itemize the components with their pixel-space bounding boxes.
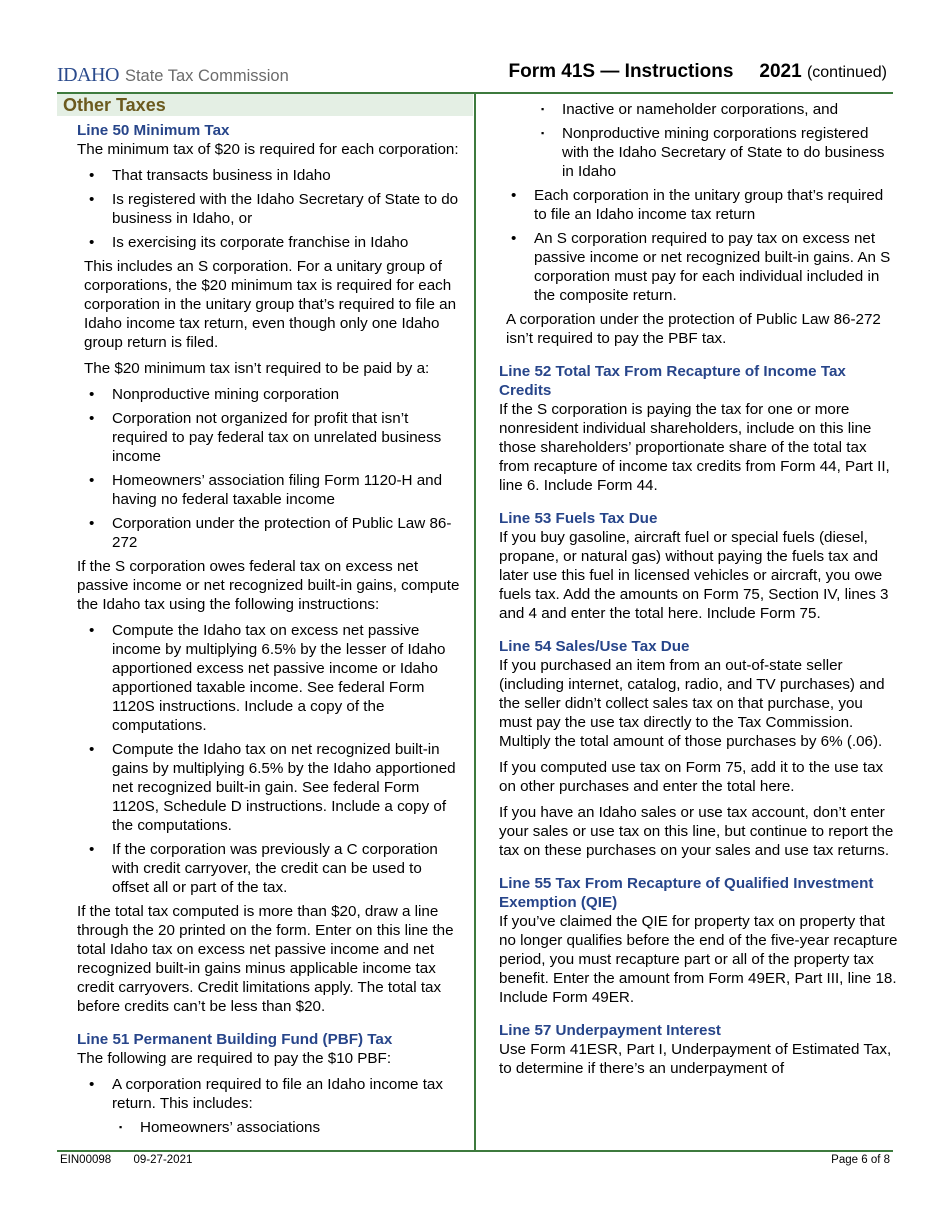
pbf-includes-sublist-continued [499,100,899,181]
line-53-heading: Line 53 Fuels Tax Due [499,510,658,527]
line-54-heading: Line 54 Sales/Use Tax Due [499,638,690,655]
form-id: EIN00098 [60,1154,112,1166]
list-item: • If the corporation was previously a C corporation with credit carryover, the credit can be used to offset all or part of the tax. [77,840,462,897]
pbf-includes-sublist [77,1118,462,1137]
list-item: • Corporation not organized for profit that isn’t required to pay federal tax on unrelated business income [77,409,462,466]
logo-agency-name: State Tax Commission [124,67,289,85]
list-item: • Corporation under the protection of Public Law 86-272 [77,514,462,552]
idaho-state-tax-commission-logo [57,64,289,87]
line-50-intro: The minimum tax of $20 is required for each corporation: [77,141,459,158]
line-50-exempt-intro: The $20 minimum tax isn’t required to be paid by a: [84,360,430,377]
minimum-tax-conditions-list [77,166,462,252]
pbf-exemption-note: A corporation under the protection of Public Law 86-272 isn’t required to pay the PBF tax. [506,311,881,347]
line-51-heading: Line 51 Permanent Building Fund (PBF) Tax [77,1031,393,1048]
list-item: • Is exercising its corporate franchise in Idaho [77,233,462,252]
list-item: • Homeowners’ association filing Form 1120-H and having no federal taxable income [77,471,462,509]
page-header [57,60,893,94]
footer-form-info [60,1154,192,1166]
footer-divider [57,1150,893,1152]
line-54-body-1: If you purchased an item from an out-of-state seller (including internet, catalog, radio, and TV purchases) and the seller didn’t collect sales tax on that purchase, you must pay the use tax directly to the Tax Commission. Multiply the total amount of those purchases by 6% (.06). [499,657,885,750]
list-item: ▪ Inactive or nameholder corporations, and [499,100,899,119]
line-54-body-2: If you computed use tax on Form 75, add it to the use tax on other purchases and enter the total here. [499,759,884,795]
line-57-heading: Line 57 Underpayment Interest [499,1022,721,1039]
line-50-heading: Line 50 Minimum Tax [77,122,230,139]
left-column [77,121,462,1142]
line-51-intro: The following are required to pay the $10 PBF: [77,1050,392,1067]
pbf-required-list [77,1075,462,1113]
revision-date: 09-27-2021 [133,1154,193,1166]
list-item: • A corporation required to file an Idaho income tax return. This includes: [77,1075,462,1113]
column-divider [474,93,476,1151]
list-item: • Is registered with the Idaho Secretary of State to do business in Idaho, or [77,190,462,228]
page-number: Page 6 of 8 [831,1154,890,1166]
list-item: • That transacts business in Idaho [77,166,462,185]
other-taxes-section-heading: Other Taxes [57,94,473,116]
list-item: ▪ Nonproductive mining corporations registered with the Idaho Secretary of State to do business in Idaho [499,124,899,181]
line-52-heading: Line 52 Total Tax From Recapture of Income Tax Credits [499,363,846,399]
list-item: • Compute the Idaho tax on excess net passive income by multiplying 6.5% by the lesser of Idaho apportioned excess net passive income or Idaho apportioned taxable income. See federal Form 1120S instructions. Include a copy of the computations. [77,621,462,735]
right-column [499,100,899,1085]
line-54-body-3: If you have an Idaho sales or use tax account, don’t enter your sales or use tax on this line, but continue to report the tax on these purchases on your sales and use tax returns. [499,804,894,859]
form-title: Form 41S — Instructions [508,61,734,82]
line-50-federal-tax-paragraph: If the S corporation owes federal tax on excess net passive income or net recognized built-in gains, compute the Idaho tax using the following instructions: [77,558,460,613]
compute-instructions-list [77,621,462,897]
list-item: • Each corporation in the unitary group that’s required to file an Idaho income tax return [499,186,899,224]
list-item: • An S corporation required to pay tax on excess net passive income or net recognized built-in gains. An S corporation must pay for each individual included in the composite return. [499,229,899,305]
line-57-body: Use Form 41ESR, Part I, Underpayment of Estimated Tax, to determine if there’s an underpayment of [499,1041,892,1077]
pbf-required-list-continued [499,186,899,305]
line-55-heading: Line 55 Tax From Recapture of Qualified Investment Exemption (QIE) [499,875,874,911]
line-55-body: If you’ve claimed the QIE for property tax on property that no longer qualifies before the end of the five-year recapture period, you must recapture part or all of the property tax benefit. Enter the amount from Form 49ER, Part III, line 18. Include Form 49ER. [499,913,898,1006]
list-item: • Compute the Idaho tax on net recognized built-in gains by multiplying 6.5% by the Idaho apportioned net recognized built-in gain. See federal Form 1120S, Schedule D instructions. Include a copy of the computations. [77,740,462,835]
line-50-total-tax-paragraph: If the total tax computed is more than $20, draw a line through the 20 printed on the form. Enter on this line the total Idaho tax on excess net passive income and net recognized built-in gains minus applicable income tax credit carryovers. Credit limitations apply. The total tax before credits can’t be less than $20. [77,903,454,1015]
minimum-tax-exempt-list [77,385,462,552]
list-item: • Nonproductive mining corporation [77,385,462,404]
form-year: 2021 [759,61,802,82]
continued-label: (continued) [806,64,887,81]
line-53-body: If you buy gasoline, aircraft fuel or special fuels (diesel, propane, or natural gas) without paying the fuels tax and later use this fuel in licensed vehicles or aircraft, you owe fuels tax. Add the amounts on Form 75, Section IV, lines 3 and 4 and enter the total here. Include Form 75. [499,529,889,622]
line-50-unitary-paragraph: This includes an S corporation. For a unitary group of corporations, the $20 minimum tax is required for each corporation in the unitary group that’s required to file an Idaho income tax return, even though only one Idaho group return is filed. [84,258,457,351]
list-item: ▪ Homeowners’ associations [77,1118,462,1137]
logo-idaho-wordmark: IDAHO [57,64,119,86]
line-52-body: If the S corporation is paying the tax for one or more nonresident individual shareholders, include on this line those shareholders’ proportionate share of the total tax from recapture of income tax credits from Form 44, Part II, line 6. Include Form 44. [499,401,890,494]
page-title [509,61,887,83]
